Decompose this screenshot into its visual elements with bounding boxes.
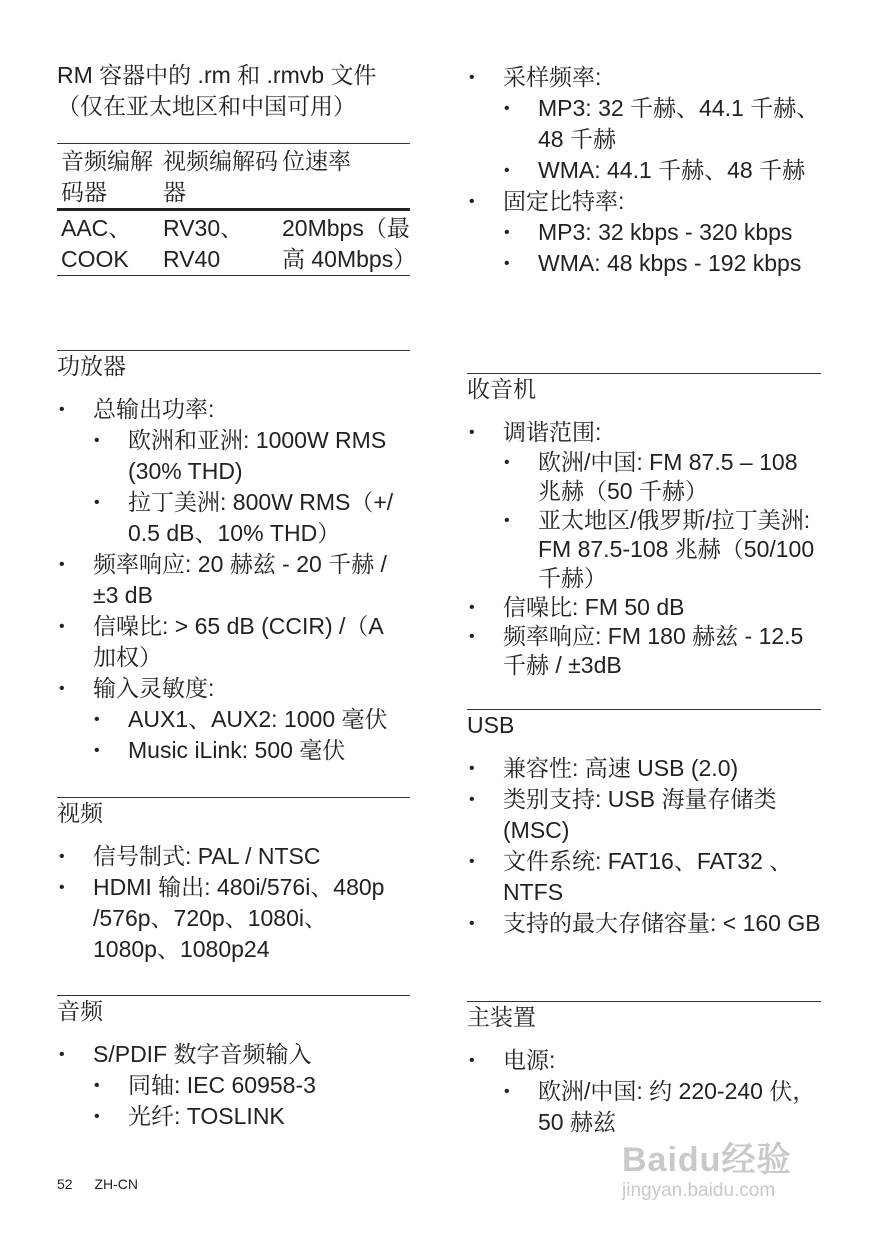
header-audio-codec: 音频编解码器 bbox=[61, 148, 153, 205]
list-item: • 采样频率: bbox=[467, 62, 821, 93]
sampling-list bbox=[467, 62, 821, 279]
baidu-watermark bbox=[622, 1140, 822, 1202]
list-subitem: • 拉丁美洲: 800W RMS（+/ 0.5 dB、10% THD） bbox=[94, 489, 394, 546]
bullet-icon: • bbox=[59, 401, 65, 418]
section-amplifier bbox=[57, 350, 410, 766]
list-subitem: • 欧洲和亚洲: 1000W RMS (30% THD) bbox=[94, 427, 387, 484]
bullet-icon: • bbox=[469, 193, 475, 210]
bullet-icon: • bbox=[59, 618, 65, 635]
section-title: 视频 bbox=[57, 800, 103, 826]
section-usb bbox=[467, 709, 821, 939]
list-item: • 频率响应: FM 180 赫兹 - 12.5 千赫 / ±3dB bbox=[469, 623, 804, 678]
section-audio bbox=[57, 995, 410, 1132]
watermark-logo: Baidu经验 bbox=[622, 1141, 792, 1179]
list-subitem: • AUX1、AUX2: 1000 毫伏 bbox=[57, 704, 410, 735]
bullet-icon: • bbox=[469, 628, 475, 645]
list-subitem: • MP3: 32 千赫、44.1 千赫、48 千赫 bbox=[504, 95, 820, 152]
list-item: • 信噪比: > 65 dB (CCIR) /（A 加权） bbox=[59, 613, 383, 670]
main-unit-list bbox=[467, 1045, 821, 1138]
page-footer bbox=[57, 1176, 138, 1192]
bullet-icon: • bbox=[94, 432, 100, 449]
cell-video-codec: RV30、RV40 bbox=[163, 215, 244, 272]
list-item: • 频率响应: 20 赫兹 - 20 千赫 / ±3 dB bbox=[59, 551, 387, 608]
page-number: 52 bbox=[57, 1176, 73, 1192]
list-item: • 信号制式: PAL / NTSC bbox=[57, 841, 410, 872]
bullet-icon: • bbox=[469, 69, 475, 86]
list-item: • 文件系统: FAT16、FAT32 、NTFS bbox=[469, 848, 793, 905]
bullet-icon: • bbox=[469, 1052, 475, 1069]
section-title: 主装置 bbox=[467, 1004, 536, 1030]
watermark-url: jingyan.baidu.com bbox=[622, 1180, 776, 1201]
bullet-icon: • bbox=[504, 255, 510, 272]
section-video bbox=[57, 797, 410, 965]
language-code: ZH-CN bbox=[94, 1176, 139, 1192]
list-item: • 信噪比: FM 50 dB bbox=[469, 594, 685, 620]
bullet-icon: • bbox=[59, 879, 65, 896]
section-radio bbox=[467, 373, 821, 680]
section-title: USB bbox=[467, 712, 515, 738]
amplifier-list bbox=[57, 394, 410, 766]
cell-audio-codec: AAC、COOK bbox=[61, 215, 132, 272]
list-item: • 输入灵敏度: bbox=[57, 673, 410, 704]
section-title: 收音机 bbox=[467, 376, 536, 402]
bullet-icon: • bbox=[94, 711, 100, 728]
list-item: • 支持的最大存储容量: < 160 GB bbox=[467, 908, 821, 939]
bullet-icon: • bbox=[469, 915, 475, 932]
section-title: 功放器 bbox=[57, 353, 126, 379]
bullet-icon: • bbox=[469, 853, 475, 870]
table-row bbox=[57, 210, 410, 276]
bullet-icon: • bbox=[94, 1108, 100, 1125]
bullet-icon: • bbox=[59, 556, 65, 573]
rm-codec-table bbox=[57, 143, 417, 276]
video-list bbox=[57, 841, 410, 965]
list-item: • 电源: bbox=[467, 1045, 821, 1076]
bullet-icon: • bbox=[504, 454, 510, 471]
section-title: 音频 bbox=[57, 998, 103, 1024]
bullet-icon: • bbox=[469, 599, 475, 616]
bullet-icon: • bbox=[94, 494, 100, 511]
bullet-icon: • bbox=[504, 224, 510, 241]
audio-list bbox=[57, 1039, 410, 1132]
header-video-codec: 视频编解码器 bbox=[163, 148, 278, 205]
list-subitem: • 欧洲/中国: FM 87.5 – 108 兆赫（50 千赫） bbox=[504, 449, 798, 504]
usb-list bbox=[467, 753, 821, 939]
bullet-icon: • bbox=[469, 760, 475, 777]
list-subitem: • Music iLink: 500 毫伏 bbox=[57, 735, 410, 766]
bullet-icon: • bbox=[504, 162, 510, 179]
list-item: • S/PDIF 数字音频输入 bbox=[57, 1039, 410, 1070]
bullet-icon: • bbox=[59, 680, 65, 697]
bullet-icon: • bbox=[504, 512, 510, 529]
bullet-icon: • bbox=[504, 1083, 510, 1100]
header-bitrate: 位速率 bbox=[282, 148, 351, 174]
section-main-unit bbox=[467, 1001, 821, 1138]
rm-container-title: RM 容器中的 .rm 和 .rmvb 文件（仅在亚太地区和中国可用） bbox=[57, 62, 377, 119]
bullet-icon: • bbox=[94, 1077, 100, 1094]
list-subitem: • 亚太地区/俄罗斯/拉丁美洲: FM 87.5-108 兆赫（50/100 千赫） bbox=[504, 507, 815, 591]
list-subitem: • 同轴: IEC 60958-3 bbox=[57, 1070, 410, 1101]
table-header-row bbox=[57, 144, 410, 210]
bullet-icon: • bbox=[94, 742, 100, 759]
list-subitem: • WMA: 44.1 千赫、48 千赫 bbox=[467, 155, 821, 186]
list-item: • 固定比特率: bbox=[467, 186, 821, 217]
list-subitem: • 欧洲/中国: 约 220-240 伏，50 赫兹 bbox=[504, 1078, 816, 1135]
cell-bitrate: 20Mbps（最高 40Mbps） bbox=[282, 215, 417, 272]
bullet-icon: • bbox=[469, 424, 475, 441]
radio-list bbox=[467, 417, 821, 680]
bullet-icon: • bbox=[504, 100, 510, 117]
list-subitem: • 光纤: TOSLINK bbox=[57, 1101, 410, 1132]
bullet-icon: • bbox=[59, 1046, 65, 1063]
list-item: • 总输出功率: bbox=[57, 394, 410, 425]
list-subitem: • WMA: 48 kbps - 192 kbps bbox=[467, 248, 821, 279]
list-item: • HDMI 输出: 480i/576i、480p /576p、720p、1080i、1080p、1080p24 bbox=[59, 874, 385, 962]
list-item: • 类别支持: USB 海量存储类 (MSC) bbox=[469, 786, 777, 843]
bullet-icon: • bbox=[469, 791, 475, 808]
list-item: • 兼容性: 高速 USB (2.0) bbox=[467, 753, 821, 784]
list-subitem: • MP3: 32 kbps - 320 kbps bbox=[467, 217, 821, 248]
list-item: • 调谐范围: bbox=[467, 417, 821, 448]
bullet-icon: • bbox=[59, 848, 65, 865]
